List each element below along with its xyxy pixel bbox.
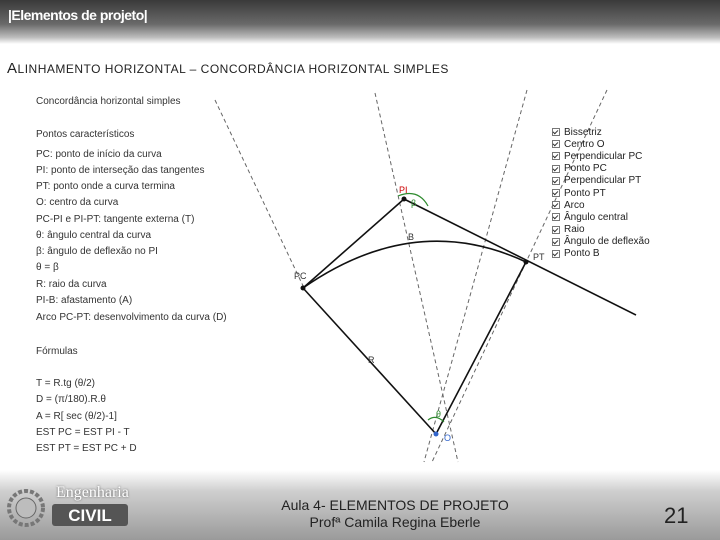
formulas-heading: Fórmulas bbox=[36, 346, 78, 357]
tangent-extension-line bbox=[215, 100, 305, 290]
point-o bbox=[434, 432, 439, 437]
legend-item-angulo-deflexao[interactable] bbox=[552, 236, 650, 248]
legend-label: Perpendicular PT bbox=[564, 175, 642, 187]
legend-item-ponto-pt[interactable] bbox=[552, 187, 650, 199]
characteristic-item: R: raio da curva bbox=[36, 279, 107, 290]
characteristic-item: PT: ponto onde a curva termina bbox=[36, 181, 175, 192]
label-r: R bbox=[368, 355, 375, 365]
legend-label: Perpendicular PC bbox=[564, 150, 643, 162]
checkbox-icon[interactable] bbox=[552, 152, 560, 160]
legend-label: Ponto PT bbox=[564, 187, 606, 199]
label-pc: PC bbox=[294, 271, 307, 281]
footer-text bbox=[230, 497, 560, 531]
formula-item: EST PT = EST PC + D bbox=[36, 443, 137, 454]
legend-item-angulo-central[interactable] bbox=[552, 211, 650, 223]
point-pt bbox=[524, 260, 529, 265]
header-title: |Elementos de projeto| bbox=[8, 7, 148, 23]
characteristic-item: PC: ponto de início da curva bbox=[36, 149, 162, 160]
characteristics-heading: Pontos característicos bbox=[36, 129, 135, 140]
characteristic-item: PI-B: afastamento (A) bbox=[36, 295, 133, 306]
legend-item-perpendicular-pt[interactable] bbox=[552, 175, 650, 187]
figure-legend bbox=[552, 126, 650, 260]
characteristic-item: β: ângulo de deflexão no PI bbox=[36, 246, 158, 257]
radius-pt bbox=[436, 262, 526, 434]
checkbox-icon[interactable] bbox=[552, 238, 560, 246]
figure-heading: Concordância horizontal simples bbox=[36, 96, 181, 107]
footer-line-1: Aula 4- ELEMENTOS DE PROJETO bbox=[281, 497, 509, 513]
label-theta: θ bbox=[436, 409, 442, 419]
point-pi bbox=[402, 197, 407, 202]
legend-item-raio[interactable] bbox=[552, 224, 650, 236]
tangent-pc-pi bbox=[303, 199, 404, 288]
characteristic-item: O: centro da curva bbox=[36, 197, 119, 208]
curve-arc bbox=[303, 241, 526, 288]
legend-item-perpendicular-pc[interactable] bbox=[552, 150, 650, 162]
slide-title-initial: A bbox=[7, 60, 18, 77]
characteristic-item: θ: ângulo central da curva bbox=[36, 230, 152, 241]
checkbox-icon[interactable] bbox=[552, 226, 560, 234]
legend-label: Bissetriz bbox=[564, 126, 602, 138]
legend-item-centro-o[interactable] bbox=[552, 138, 650, 150]
legend-label: Ponto B bbox=[564, 248, 600, 260]
legend-label: Raio bbox=[564, 224, 585, 236]
point-pc bbox=[301, 286, 306, 291]
checkbox-icon[interactable] bbox=[552, 165, 560, 173]
characteristic-item: PI: ponto de interseção das tangentes bbox=[36, 165, 205, 176]
legend-label: Ponto PC bbox=[564, 163, 607, 175]
checkbox-icon[interactable] bbox=[552, 177, 560, 185]
checkbox-icon[interactable] bbox=[552, 201, 560, 209]
characteristic-item: Arco PC-PT: desenvolvimento da curva (D) bbox=[36, 312, 227, 323]
formula-item: EST PC = EST PI - T bbox=[36, 427, 130, 438]
characteristic-item: PC-PI e PI-PT: tangente externa (T) bbox=[36, 214, 195, 225]
bisector-line bbox=[375, 93, 458, 462]
legend-item-arco[interactable] bbox=[552, 199, 650, 211]
characteristic-item: θ = β bbox=[36, 262, 59, 273]
formula-item: D = (π/180).R.θ bbox=[36, 394, 106, 405]
label-pt: PT bbox=[533, 252, 545, 262]
legend-label: Ângulo central bbox=[564, 211, 628, 223]
legend-label: Arco bbox=[564, 199, 585, 211]
perpendicular-pc-line bbox=[424, 90, 527, 462]
checkbox-icon[interactable] bbox=[552, 213, 560, 221]
logo-word: CIVIL bbox=[68, 506, 112, 525]
slide-title-text: LINHAMENTO HORIZONTAL – CONCORDÂNCIA HORIZONTAL SIMPLES bbox=[17, 62, 449, 76]
formula-item: T = R.tg (θ/2) bbox=[36, 378, 96, 389]
checkbox-icon[interactable] bbox=[552, 250, 560, 258]
label-o: O bbox=[444, 433, 452, 443]
footer-line-2: Profª Camila Regina Eberle bbox=[309, 514, 481, 530]
legend-item-bissetriz[interactable] bbox=[552, 126, 650, 138]
legend-label: Ângulo de deflexão bbox=[564, 236, 650, 248]
checkbox-icon[interactable] bbox=[552, 128, 560, 136]
logo-text: Engenharia bbox=[56, 484, 129, 501]
page-number: 21 bbox=[664, 503, 689, 528]
checkbox-icon[interactable] bbox=[552, 140, 560, 148]
formula-item: A = R[ sec (θ/2)-1] bbox=[36, 411, 117, 422]
checkbox-icon[interactable] bbox=[552, 189, 560, 197]
label-b: B bbox=[408, 232, 415, 242]
legend-item-ponto-b[interactable] bbox=[552, 248, 650, 260]
label-beta: β bbox=[411, 198, 417, 208]
label-pi: PI bbox=[399, 185, 408, 195]
legend-label: Centro O bbox=[564, 138, 605, 150]
legend-item-ponto-pc[interactable] bbox=[552, 163, 650, 175]
